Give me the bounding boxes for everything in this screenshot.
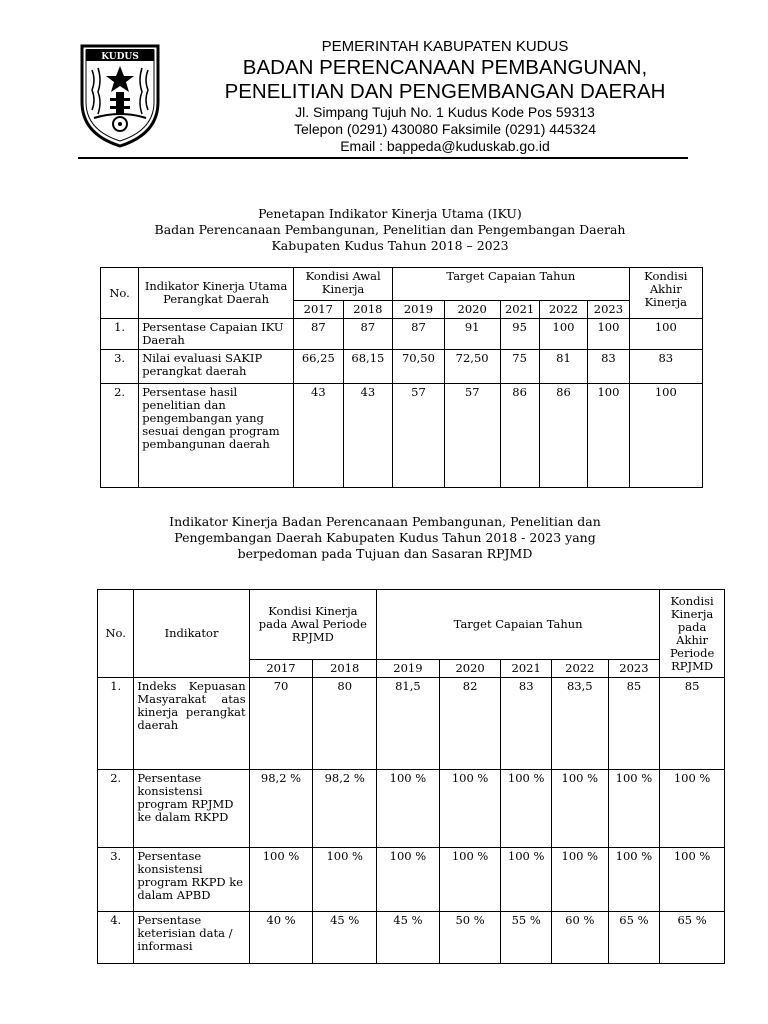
agency-name-line2: PENELITIAN DAN PENGEMBANGAN DAERAH [224,80,666,103]
government-name: PEMERINTAH KABUPATEN KUDUS [321,38,569,55]
header-year: 2022 [551,660,608,678]
header-year: 2018 [343,301,393,319]
header-year: 2021 [501,660,552,678]
section1-title: Penetapan Indikator Kinerja Utama (IKU) Badan Perencanaan Pembangunan, Penelitian dan Pengembangan Daerah Kabupaten Kudus Tahun 2018 – 2023 [154,206,626,253]
header-initial: Kondisi Awal Kinerja [294,268,393,301]
header-target: Target Capaian Tahun [377,590,660,660]
rpjmd-indicator-table [97,589,725,964]
header-indicator: Indikator Kinerja Utama Perangkat Daerah [139,268,294,319]
table-row: 2. Persentase hasil penelitian dan pengembangan yang sesuai dengan program pembangunan daerah 43 43 57 57 86 86 100 100 [101,384,703,488]
header-target: Target Capaian Tahun [393,268,629,301]
header-year: 2019 [393,301,445,319]
header-year: 2018 [313,660,377,678]
header-year: 2021 [500,301,539,319]
header-year: 2023 [608,660,660,678]
kudus-coat-of-arms-logo [80,40,160,148]
table-row: 3. Nilai evaluasi SAKIP perangkat daerah 66,25 68,15 70,50 72,50 75 81 83 83 [101,350,703,384]
header-year: 2017 [249,660,313,678]
header-year: 2020 [439,660,501,678]
header-final: Kondisi Akhir Kinerja [629,268,702,319]
address: Jl. Simpang Tujuh No. 1 Kudus Kode Pos 59313 [295,104,595,120]
table-row: 1. Indeks Kepuasan Masyarakat atas kinerja perangkat daerah 70 80 81,5 82 83 83,5 85 85 [98,678,725,770]
header-no: No. [101,268,139,319]
phone-fax: Telepon (0291) 430080 Faksimile (0291) 445324 [294,121,596,137]
letterhead [190,38,700,155]
header-year: 2019 [377,660,440,678]
table-row: 3. Persentase konsistensi program RKPD ke dalam APBD 100 % 100 % 100 % 100 % 100 % 100 % 100 % 100 % [98,848,725,912]
header-final: Kondisi Kinerja pada Akhir Periode RPJMD [660,590,725,678]
header-year: 2017 [294,301,344,319]
header-year: 2020 [444,301,500,319]
header-initial: Kondisi Kinerja pada Awal Periode RPJMD [249,590,376,660]
header-indicator: Indikator [134,590,249,678]
agency-name-line1: BADAN PERENCANAAN PEMBANGUNAN, [242,56,648,79]
header-year: 2022 [539,301,588,319]
header-year: 2023 [588,301,629,319]
table-row: 4. Persentase keterisian data / informasi 40 % 45 % 45 % 50 % 55 % 60 % 65 % 65 % [98,912,725,964]
table-row: 1. Persentase Capaian IKU Daerah 87 87 87 91 95 100 100 100 [101,319,703,350]
header-no: No. [98,590,134,678]
email: Email : bappeda@kuduskab.go.id [340,138,550,154]
svg-text:KUDUS: KUDUS [101,52,139,62]
table-row: 2. Persentase konsistensi program RPJMD ke dalam RKPD 98,2 % 98,2 % 100 % 100 % 100 % 100 % 100 % 100 % [98,770,725,848]
section2-title: Indikator Kinerja Badan Perencanaan Pembangunan, Penelitian dan Pengembangan Daerah Kabupaten Kudus Tahun 2018 - 2023 yang berpedoman pada Tujuan dan Sasaran RPJMD [169,514,601,561]
letterhead-divider [78,157,688,159]
iku-table [100,267,703,488]
